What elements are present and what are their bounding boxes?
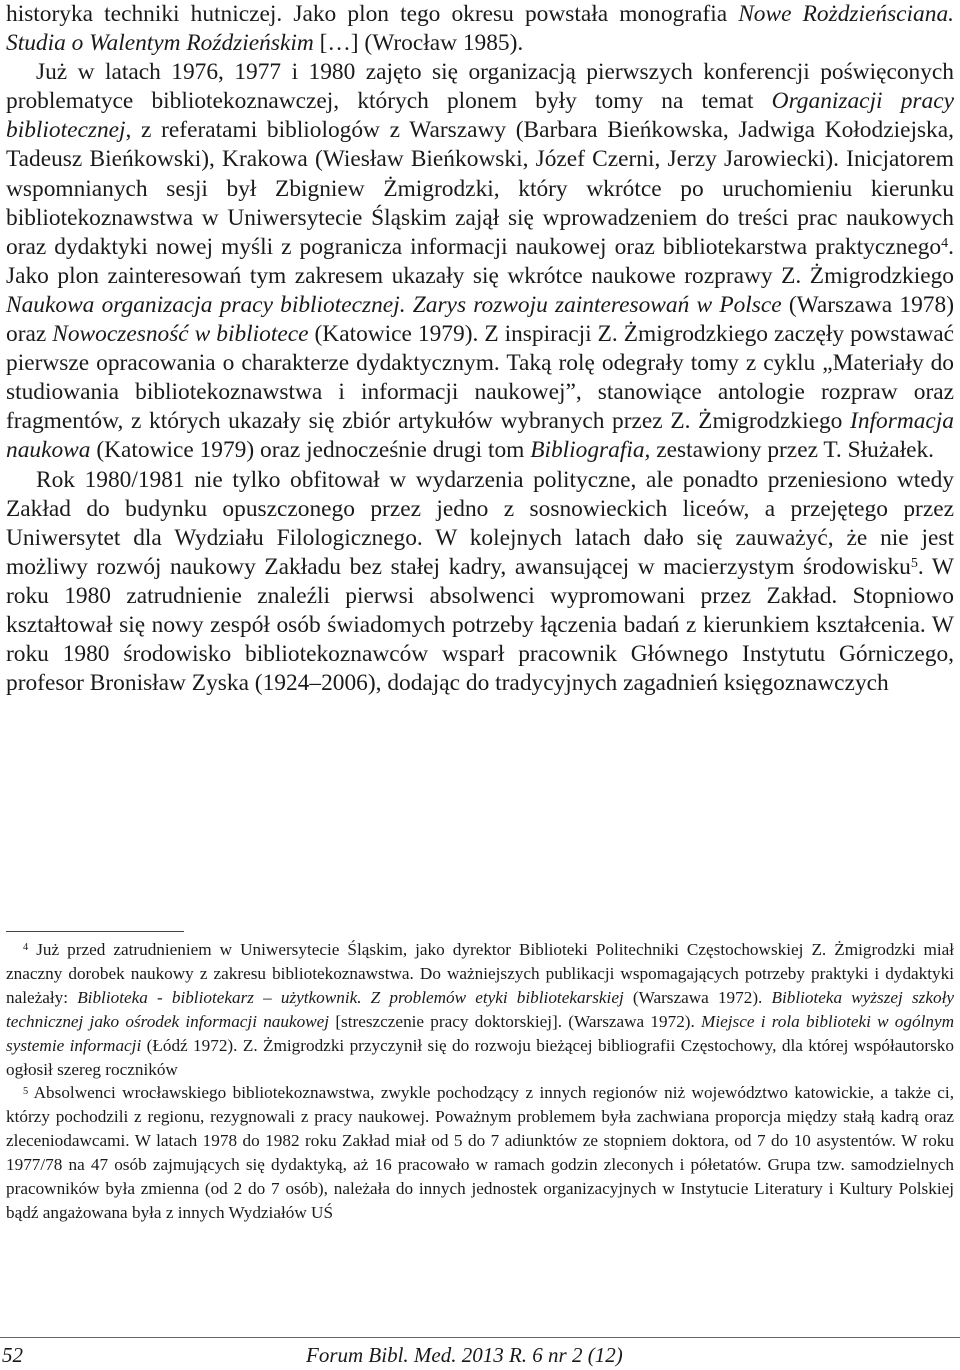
- text-span: Absolwenci wrocławskiego bibliotekoznawstwa, zwykle pochodzący z innych regionów niż województwo katowickie, a także ci, którzy pochodzili z regionu, rezygnowali z pracy naukowej. Poważnym problemem była zachwiana proporcja między stałą kadrą oraz zleceniodawcami. W latach 1978 do 1982 roku Zakład miał od 5 do 7 adiunktów ze stopniem doktora, od 7 do 10 asystentów. W roku 1977/78 na 47 osób zajmujących się dydaktyką, aż 16 pracowało w ramach godzin zleconych i półetatów. Grupa tzw. samodzielnych pracowników była zmienna (od 2 do 7 osób), należała do innych jednostek organizacyjnych w Instytucie Literatury i Kultury Polskiej bądź angażowana była z innych Wydziałów UŚ: [6, 1083, 954, 1222]
- paragraph: [6, 58, 954, 465]
- text-span: . W roku 1980 zatrudnienie znaleźli pierwsi absolwenci wypromowani przez Zakład. Stopniowo kształtował się nowy zespół osób świadomych potrzeby łączenia badań z kierunkiem kształcenia. W roku 1980 środowisko bibliotekoznawców wsparł pracownik Głównego Instytutu Górniczego, profesor Bronisław Zyska (1924–2006), dodając do tradycyjnych zagadnień księgoznawczych: [6, 553, 954, 697]
- book-title: Organizacji pracy bibliotecznej: [6, 88, 954, 144]
- footnote-4: [6, 938, 954, 1081]
- footer-divider: [0, 1337, 960, 1338]
- journal-citation: Forum Bibl. Med. 2013 R. 6 nr 2 (12): [306, 1343, 623, 1367]
- footnote-5: [6, 1081, 954, 1224]
- footnote-divider: [6, 931, 184, 932]
- text-span: […] (Wrocław 1985).: [313, 30, 524, 57]
- footnotes: [6, 938, 954, 1225]
- footnote-number: 4: [23, 942, 29, 954]
- text-span: . Jako plon zainteresowań tym zakresem ukazały się wkrótce naukowe rozprawy Z. Żmigrodzkiego: [6, 233, 954, 289]
- paragraph: [6, 466, 954, 699]
- footnote-number: 5: [23, 1085, 29, 1097]
- paragraph-continued: [6, 0, 954, 58]
- book-title: Biblioteka - bibliotekarz – użytkownik. Z problemów etyki bibliotekarskiej: [77, 987, 624, 1007]
- text-span: (Katowice 1979) oraz jednocześnie drugi tom: [90, 437, 531, 464]
- book-title: Naukowa organizacja pracy bibliotecznej. Zarys rozwoju zainteresowań w Polsce: [6, 291, 782, 318]
- text-span: [streszczenie pracy doktorskiej]. (Warszawa 1972).: [329, 1011, 702, 1031]
- footnote-ref-4[interactable]: 4: [941, 235, 949, 252]
- text-span: (Łódź 1972). Z. Żmigrodzki przyczynił się do rozwoju bieżącej bibliografii Częstochowy, dla której współautorsko ogłosił szereg roczników: [6, 1035, 954, 1079]
- book-title: Biblioteka wyższej szkoły technicznej jako ośrodek informacji naukowej: [6, 987, 954, 1031]
- book-title: Miejsce i rola biblioteki w ogólnym systemie informacji: [6, 1011, 954, 1055]
- text-span: (Warszawa 1978) oraz: [6, 291, 954, 348]
- book-title: Nowoczesność w bibliotece: [52, 321, 309, 348]
- book-title: Bibliografia,: [530, 437, 651, 464]
- text-span: (Katowice 1979). Z inspiracji Z. Żmigrodzkiego zaczęły powstawać pierwsze opracowania o charakterze dydaktycznym. Taką rolę odegrały tomy z cyklu „Materiały do studiowania bibliotekoznawstwa i informacji naukowej”, stanowiące antologie rozpraw oraz fragmentów, z których ukazały się zbiór artykułów wybranych przez Z. Żmigrodzkiego: [6, 321, 954, 435]
- page-number: 52: [2, 1343, 23, 1367]
- text-span: Już przed zatrudnieniem w Uniwersytecie Śląskim, jako dyrektor Biblioteki Politechniki Częstochowskiej Z. Żmigrodzki miał znaczny dorobek naukowy z zakresu bibliotekoznawstwa. Do ważniejszych publikacji wspomagających potrzeby praktyki i dydaktyki należały:: [6, 940, 954, 1007]
- footnote-ref-5[interactable]: 5: [910, 555, 918, 572]
- book-title: Informacja naukowa: [6, 408, 954, 464]
- text-span: , z referatami bibliologów z Warszawy (Barbara Bieńkowska, Jadwiga Kołodziejska, Tadeusz Bieńkowski), Krakowa (Wiesław Bieńkowski, Józef Czerni, Jerzy Jarowiecki). Inicjatorem wspomnianych sesji był Zbigniew Żmigrodzki, który wkrótce po uruchomieniu kierunku bibliotekoznawstwa w Uniwersytecie Śląskim zajął się wprowadzeniem do treści prac naukowych oraz dydaktyki nowej myśli z pogranicza informacji naukowej oraz bibliotekarstwa praktycznego: [6, 117, 954, 260]
- text-span: Rok 1980/1981 nie tylko obfitował w wydarzenia polityczne, ale ponadto przeniesiono wtedy Zakład do budynku opuszczonego przez jedno z sosnowieckich liceów, a przejętego przez Uniwersytet dla Wydziału Filologicznego. W kolejnych latach dało się zauważyć, że nie jest możliwy rozwój naukowy Zakładu bez stałej kadry, awansującej w macierzystym środowisku: [6, 466, 954, 580]
- text-span: historyka techniki hutniczej. Jako plon tego okresu powstała monografia: [6, 1, 739, 27]
- main-text: [6, 0, 954, 698]
- book-title: Nowe Rożdzieńsciana. Studia o Walentym Roździeńskim: [6, 1, 954, 57]
- text-span: (Warszawa 1972).: [623, 987, 772, 1007]
- text-span: zestawiony przez T. Służałek.: [650, 437, 935, 464]
- text-span: Już w latach 1976, 1977 i 1980 zajęto się organizacją pierwszych konferencji poświęconych problematyce bibliotekoznawczej, których plonem były tomy na temat: [6, 59, 954, 115]
